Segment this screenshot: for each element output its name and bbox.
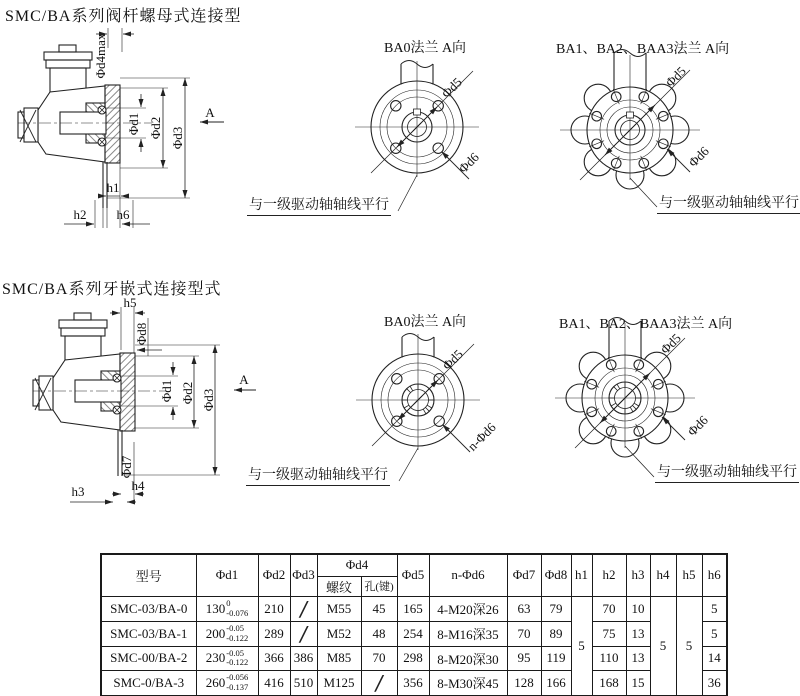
col-header-h3: h3 <box>626 554 650 596</box>
cell-d5: 254 <box>397 621 429 646</box>
dim-h4-label: h4 <box>131 478 145 493</box>
section1-title: SMC/BA系列阀杆螺母式连接型 <box>5 8 242 25</box>
dim-d6-label-f4: Φd6 <box>684 412 711 439</box>
cell-model: SMC-0/BA-3 <box>101 670 196 696</box>
cell-d8: 119 <box>541 646 571 670</box>
view-a-label-s1: A <box>205 105 215 120</box>
cell-hole: 45 <box>361 596 397 621</box>
dim-h6-label: h6 <box>116 207 130 222</box>
cell-h4-merged: 5 <box>650 596 676 696</box>
col-header-thread: 螺纹 <box>317 576 361 596</box>
dim-d1-label-s1: Φd1 <box>126 112 141 136</box>
cell-h1-merged: 5 <box>571 596 592 696</box>
cell-h2: 168 <box>592 670 626 696</box>
cell-hole: / <box>361 670 397 696</box>
col-header-d4: Φd4 <box>317 554 397 576</box>
cell-d7: 95 <box>507 646 541 670</box>
dim-d8-label: Φd8 <box>134 322 149 346</box>
cell-nd6: 8-M20深30 <box>429 646 507 670</box>
cell-model: SMC-03/BA-1 <box>101 621 196 646</box>
cell-h3: 13 <box>626 621 650 646</box>
dim-d3-label-s2: Φd3 <box>201 388 216 412</box>
cell-d5: 356 <box>397 670 429 696</box>
dim-h3-label: h3 <box>71 484 85 499</box>
col-header-d7: Φd7 <box>507 554 541 596</box>
cell-h6: 5 <box>702 621 727 646</box>
dim-d1-label-s2: Φd1 <box>159 379 174 403</box>
dim-d2-label-s2: Φd2 <box>180 381 195 405</box>
cell-d8: 79 <box>541 596 571 621</box>
col-header-d8: Φd8 <box>541 554 571 596</box>
col-header-h1: h1 <box>571 554 592 596</box>
col-header-h6: h6 <box>702 554 727 596</box>
flange-ba123-title-1: BA1、BA2、BAA3法兰 A向 <box>556 42 730 57</box>
dim-d7-label: Φd7 <box>119 455 134 479</box>
parallel-note-1: 与一级驱动轴轴线平行 <box>247 194 391 216</box>
dim-d2-label-s1: Φd2 <box>148 116 163 140</box>
cell-thread: M125 <box>317 670 361 696</box>
dim-h5-label: h5 <box>123 295 137 310</box>
col-header-h4: h4 <box>650 554 676 596</box>
flange-ba0-title-1: BA0法兰 A向 <box>384 41 467 56</box>
flange-ba0-view-2 <box>356 334 480 453</box>
cell-thread: M55 <box>317 596 361 621</box>
dim-d5-label-f1: Φd5 <box>438 74 465 101</box>
col-header-d1: Φd1 <box>196 554 258 596</box>
dim-h1-label: h1 <box>106 180 120 195</box>
col-header-d3: Φd3 <box>290 554 317 596</box>
cell-h6: 14 <box>702 646 727 670</box>
cell-nd6: 8-M16深35 <box>429 621 507 646</box>
col-header-hole: 孔(键) <box>361 576 397 596</box>
cell-h2: 70 <box>592 596 626 621</box>
dim-d4max-label: Φd4max <box>93 33 108 79</box>
dim-d6-label-f1: Φd6 <box>455 149 482 176</box>
view-a-label-s2: A <box>239 372 249 387</box>
parallel-note-4: 与一级驱动轴轴线平行 <box>655 461 799 483</box>
cell-nd6: 4-M20深26 <box>429 596 507 621</box>
cell-d2: 210 <box>258 596 290 621</box>
col-header-model: 型号 <box>101 554 196 596</box>
cell-model: SMC-03/BA-0 <box>101 596 196 621</box>
cell-d2: 289 <box>258 621 290 646</box>
flange-ba123-title-2: BA1、BA2、BAA3法兰 A向 <box>559 317 733 332</box>
col-header-h5: h5 <box>676 554 702 596</box>
cell-d7: 63 <box>507 596 541 621</box>
flange-ba0-title-2: BA0法兰 A向 <box>384 315 467 330</box>
dim-d5-label-f3: Φd5 <box>439 346 466 373</box>
parallel-note-3: 与一级驱动轴轴线平行 <box>246 464 390 486</box>
cell-h3: 13 <box>626 646 650 670</box>
dim-h2-label: h2 <box>73 207 87 222</box>
cell-d3: 386 <box>290 646 317 670</box>
cell-d3: / <box>290 621 317 646</box>
cell-d2: 366 <box>258 646 290 670</box>
cell-d1: 230 -0.05 -0.122 <box>196 646 258 670</box>
cell-model: SMC-00/BA-2 <box>101 646 196 670</box>
cell-d3: 510 <box>290 670 317 696</box>
cell-d8: 89 <box>541 621 571 646</box>
cell-h6: 36 <box>702 670 727 696</box>
cell-d3: / <box>290 596 317 621</box>
dim-nd6-label-f3: n-Φd6 <box>464 419 499 454</box>
cell-d5: 165 <box>397 596 429 621</box>
table-row <box>101 670 727 696</box>
cell-thread: M52 <box>317 621 361 646</box>
col-header-nd6: n-Φd6 <box>429 554 507 596</box>
dim-d3-label-s1: Φd3 <box>170 126 185 150</box>
cell-h6: 5 <box>702 596 727 621</box>
cell-nd6: 8-M30深45 <box>429 670 507 696</box>
table-row <box>101 596 727 621</box>
cell-d8: 166 <box>541 670 571 696</box>
table-row <box>101 646 727 670</box>
table-row <box>101 621 727 646</box>
cell-h5-merged: 5 <box>676 596 702 696</box>
cell-d7: 70 <box>507 621 541 646</box>
col-header-d5: Φd5 <box>397 554 429 596</box>
cell-d1: 130 0 -0.076 <box>196 596 258 621</box>
col-header-d2: Φd2 <box>258 554 290 596</box>
cell-h3: 10 <box>626 596 650 621</box>
cell-d1: 260 -0.056 -0.137 <box>196 670 258 696</box>
cell-d1: 200 -0.05 -0.122 <box>196 621 258 646</box>
cell-hole: 48 <box>361 621 397 646</box>
parallel-note-2: 与一级驱动轴轴线平行 <box>657 192 800 214</box>
col-header-h2: h2 <box>592 554 626 596</box>
cell-d2: 416 <box>258 670 290 696</box>
section2-title: SMC/BA系列牙嵌式连接型式 <box>2 281 222 298</box>
cell-h2: 110 <box>592 646 626 670</box>
cell-d5: 298 <box>397 646 429 670</box>
dim-d5-label-f2: Φd5 <box>662 63 689 90</box>
cell-thread: M85 <box>317 646 361 670</box>
cell-d7: 128 <box>507 670 541 696</box>
spec-table <box>100 553 728 696</box>
dim-d6-label-f2: Φd6 <box>685 143 712 170</box>
dim-d5-label-f4: Φd5 <box>657 330 684 357</box>
section1-drawing <box>18 28 224 228</box>
cell-hole: 70 <box>361 646 397 670</box>
cell-h2: 75 <box>592 621 626 646</box>
cell-h3: 15 <box>626 670 650 696</box>
